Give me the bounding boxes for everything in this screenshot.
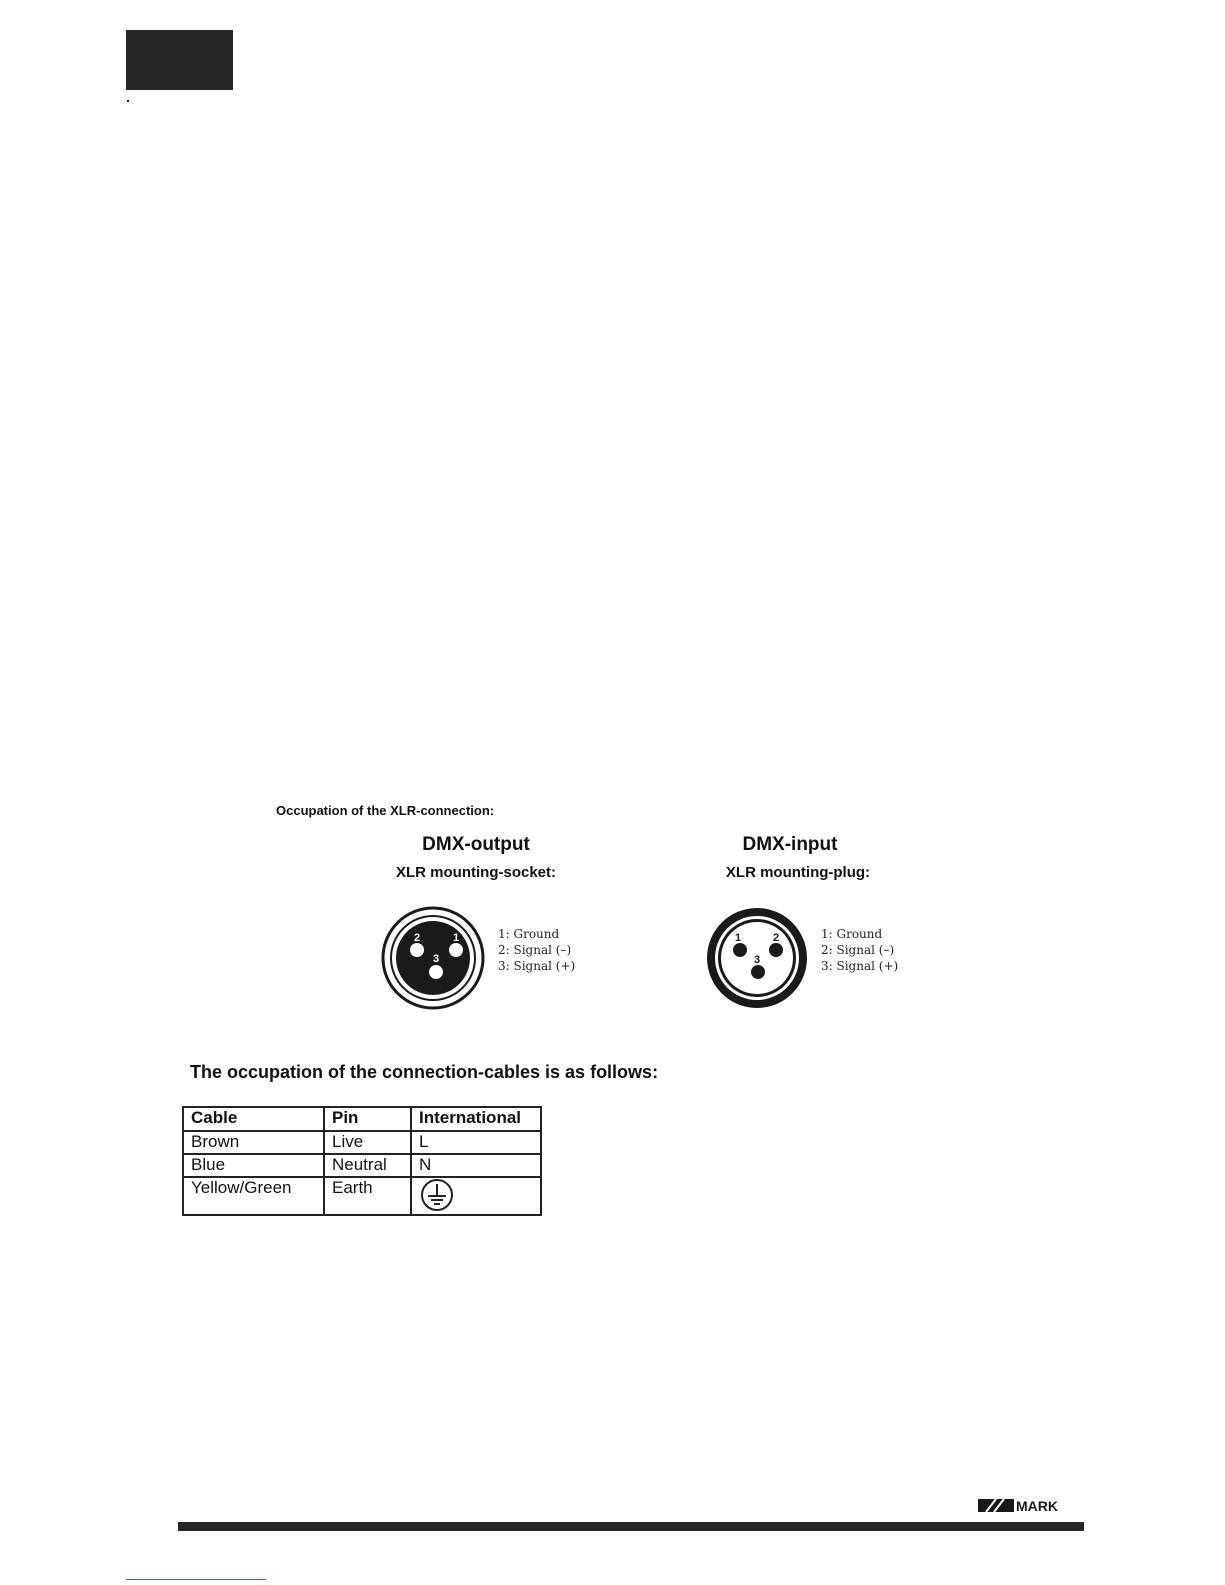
pin-legend-item: 3: Signal (+) [821,959,899,973]
column-header: Pin [324,1107,411,1131]
page-tab-marker [126,30,233,90]
table-row [183,1131,541,1154]
table-cell: Yellow/Green [183,1177,324,1215]
table-cell: Brown [183,1131,324,1154]
pin-legend-item: 3: Signal (+) [498,959,576,973]
dmx-input-pin-legend [821,926,898,974]
earth-ground-icon [419,1178,455,1212]
footer-link-underline [126,1579,266,1580]
column-header: International [411,1107,541,1131]
xlr-section-heading: Occupation of the XLR-connection: [276,803,495,818]
table-cell: Live [324,1131,411,1154]
dot-mark [127,100,129,102]
pin-legend-item: 1: Ground [498,927,560,941]
cable-table [182,1106,542,1216]
brand-name: MARK [1016,1498,1058,1514]
table-header-row [183,1107,541,1131]
dmx-input-subtitle: XLR mounting-plug: [725,864,871,881]
column-header: Cable [183,1107,324,1131]
table-cell: N [411,1154,541,1177]
plug-pin-label: 1 [735,932,742,944]
socket-pin-label: 3 [433,953,440,965]
pin-legend-item: 2: Signal (–) [821,943,895,957]
cables-section-heading: The occupation of the connection-cables is as follows: [190,1062,659,1082]
footer-bar [178,1522,1084,1531]
xlr-socket-icon [376,906,490,1010]
table-row [183,1177,541,1215]
dmx-output-subtitle: XLR mounting-socket: [396,864,556,881]
socket-pin-label: 1 [453,932,460,944]
pin-legend-item: 1: Ground [821,927,883,941]
table-cell: Earth [324,1177,411,1215]
plug-pin-label: 3 [754,954,761,966]
dmx-output-title: DMX-output [422,834,530,855]
plug-pin-label: 2 [773,932,780,944]
table-cell: L [411,1131,541,1154]
dmx-input-title: DMX-input [742,834,838,855]
pin-legend-item: 2: Signal (–) [498,943,572,957]
table-cell: Blue [183,1154,324,1177]
xlr-plug-icon [700,906,814,1010]
socket-pin-label: 2 [414,932,421,944]
mark-brand-logo [978,1498,1084,1514]
table-cell: Neutral [324,1154,411,1177]
table-row [183,1154,541,1177]
dmx-output-pin-legend [498,926,575,974]
table-cell [411,1177,541,1215]
